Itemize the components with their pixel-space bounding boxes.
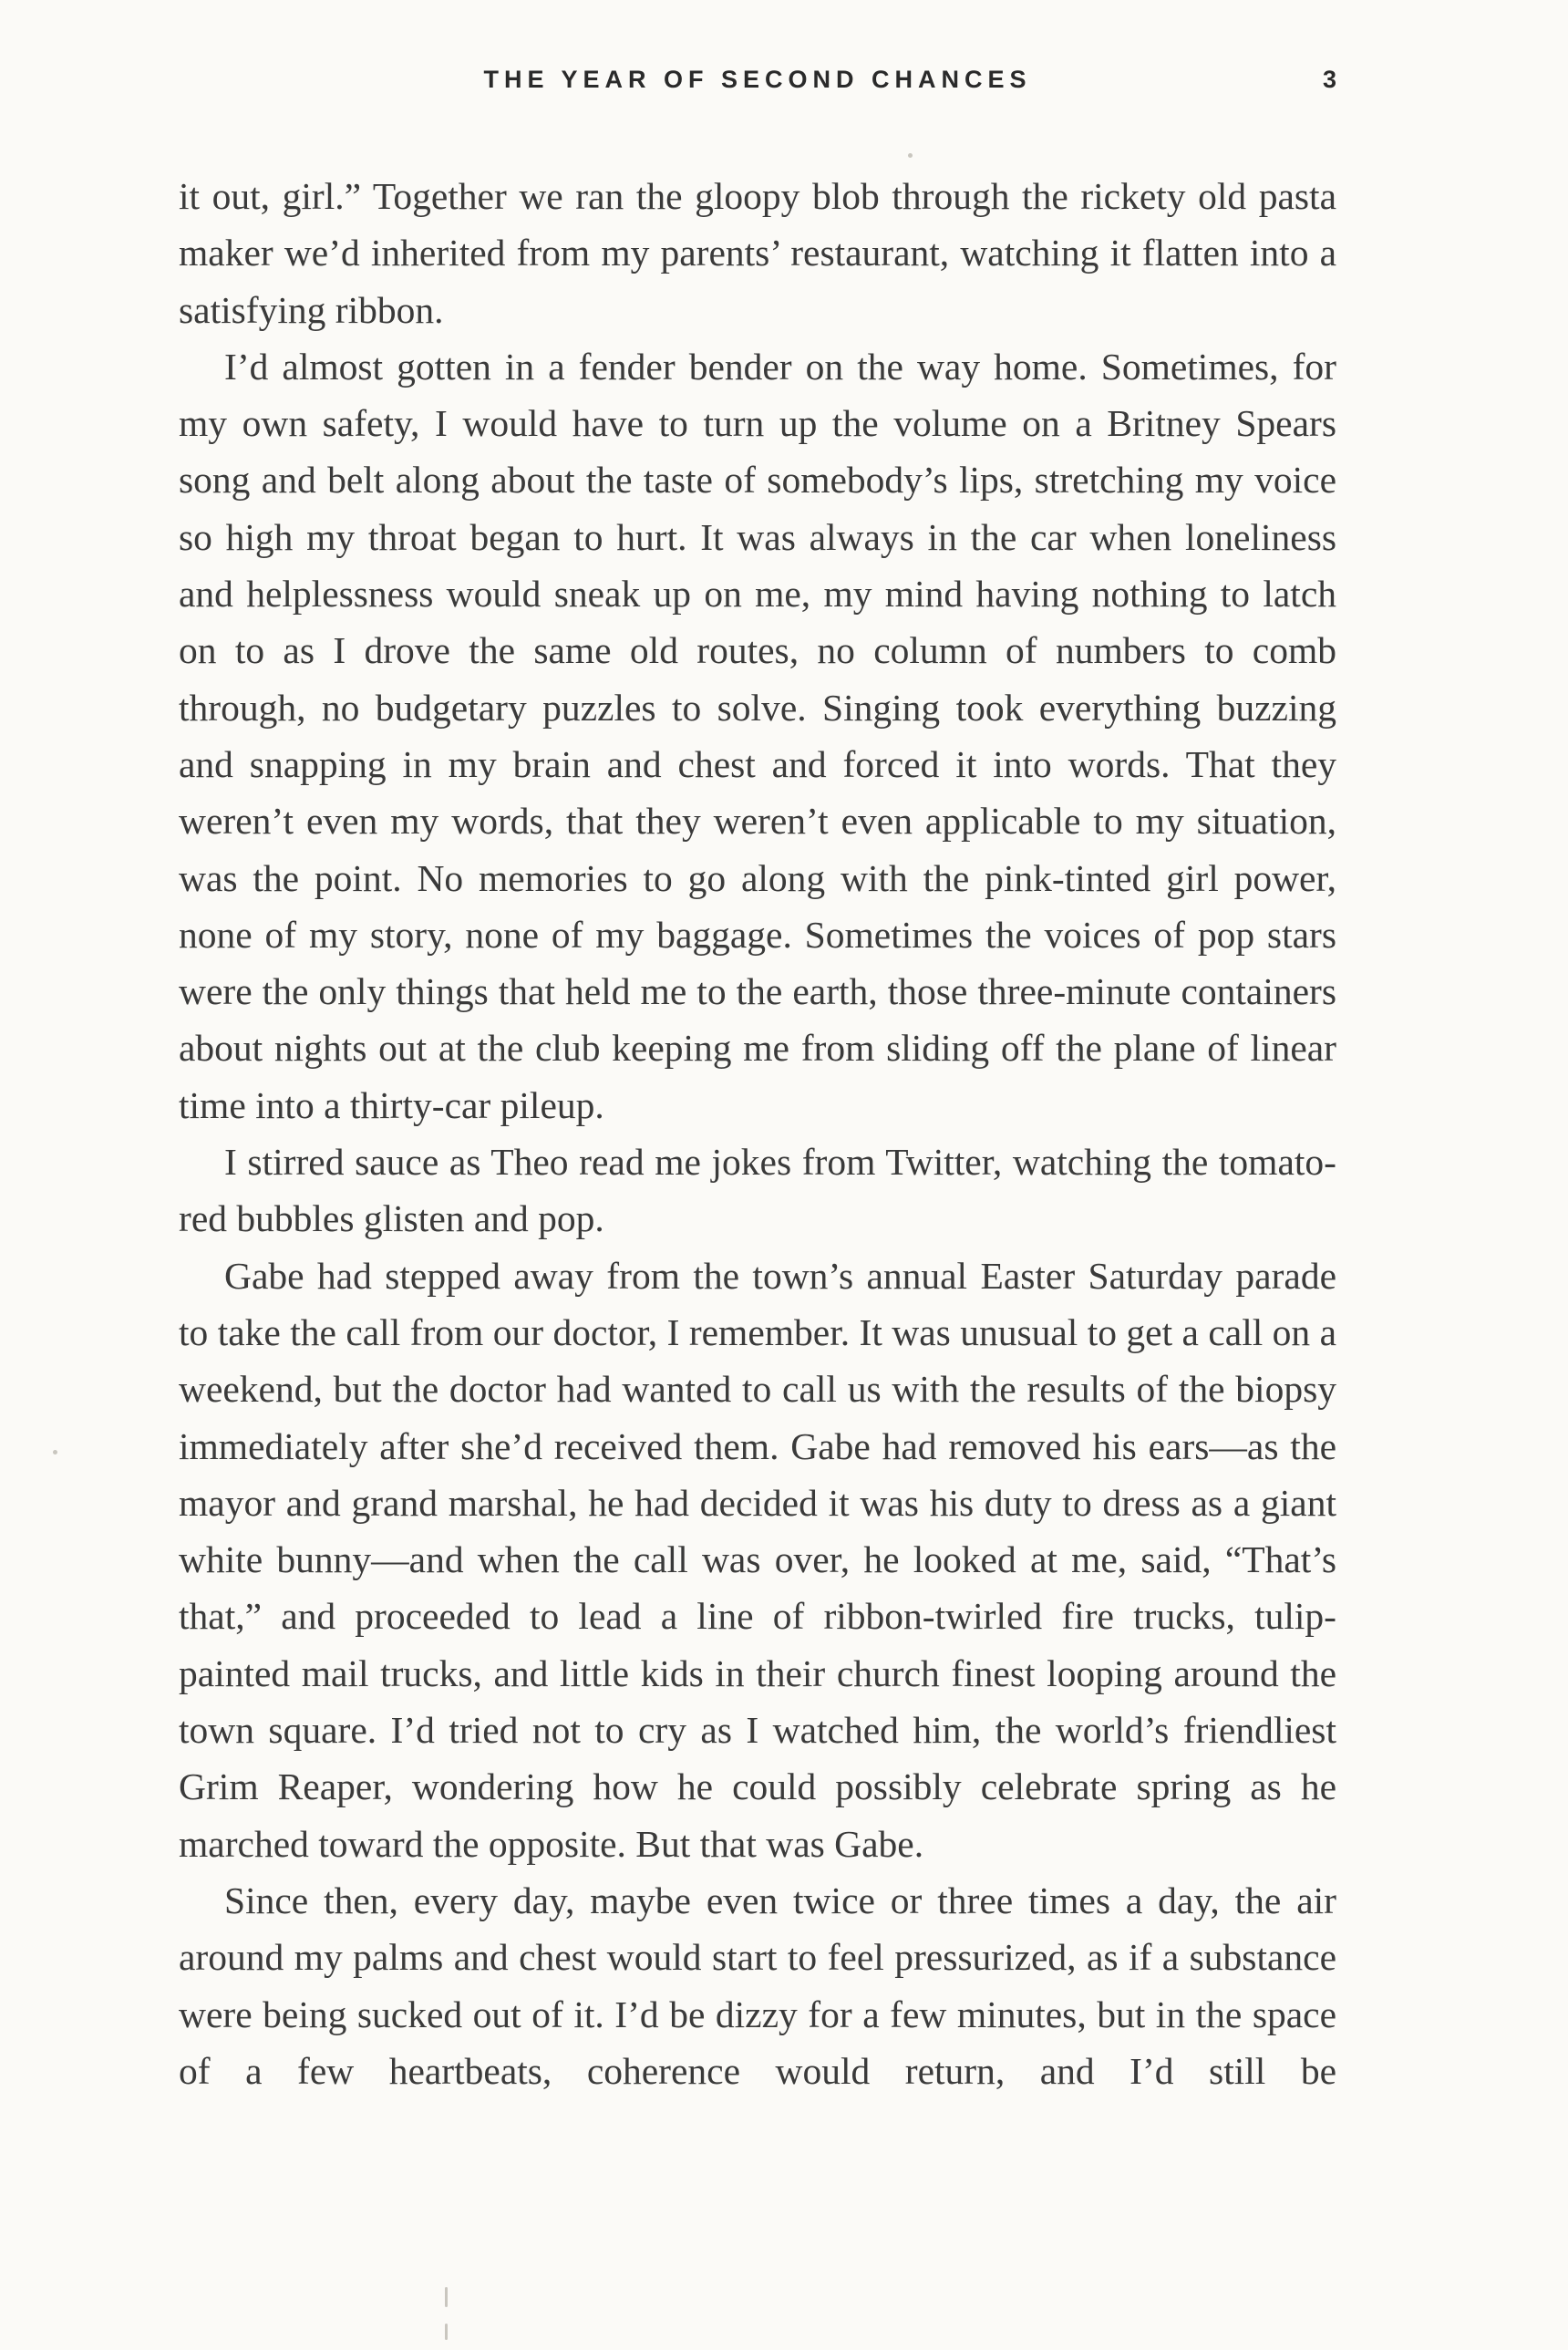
page-number: 3 bbox=[1322, 66, 1336, 93]
paper-speck bbox=[53, 1450, 57, 1455]
body-text bbox=[179, 168, 1336, 2099]
paragraph-4: Gabe had stepped away from the town’s annual Easter Saturday parade to take the call from our doctor, I remember. It was unusual to get a call on a weekend, but the doctor had wanted to call us with the results of the biopsy immediately after she’d received them. Gabe had removed his ears—as the mayor and grand marshal, he had decided it was his duty to dress as a giant white bunny—and when the call was over, he looked at me, said, “That’s that,” and proceeded to lead a line of ribbon-twirled fire trucks, tulip-painted mail trucks, and little kids in their church finest looping around the town square. I’d tried not to cry as I watched him, the world’s friendliest Grim Reaper, wondering how he could possibly celebrate spring as he marched toward the opposite. But that was Gabe. bbox=[179, 1254, 1336, 1865]
paragraph-5: Since then, every day, maybe even twice or three times a day, the air around my palms and chest would start to feel pressurized, as if a substance were being sucked out of it. I’d be dizzy for a few minutes, but in the space of a few heartbeats, coherence would return, and I’d still be bbox=[179, 1879, 1336, 2092]
paper-speck bbox=[445, 2287, 448, 2307]
paragraph-2: I’d almost gotten in a fender bender on the way home. Sometimes, for my own safety, I would have to turn up the volume on a Britney Spears song and belt along about the taste of somebody’s lips, stretching my voice so high my throat began to hurt. It was always in the car when loneliness and helplessness would sneak up on me, my mind having nothing to latch on to as I drove the same old routes, no column of numbers to comb through, no budgetary puzzles to solve. Singing took everything buzzing and snapping in my brain and chest and forced it into words. That they weren’t even my words, that they weren’t even applicable to my situation, was the point. No memories to go along with the pink-tinted girl power, none of my story, none of my baggage. Sometimes the voices of pop stars were the only things that held me to the earth, those three-minute containers about nights out at the club keeping me from sliding off the plane of linear time into a thirty-car pileup. bbox=[179, 345, 1336, 1126]
running-head bbox=[179, 66, 1336, 106]
paper-speck bbox=[908, 153, 913, 158]
paper-speck bbox=[445, 2324, 448, 2340]
paragraph-1: it out, girl.” Together we ran the gloopy blob through the rickety old pasta maker we’d inherited from my parents’ restaurant, watching it flatten into a satisfying ribbon. bbox=[179, 175, 1336, 331]
paragraph-3: I stirred sauce as Theo read me jokes from Twitter, watching the tomato-red bubbles glisten and pop. bbox=[179, 1141, 1336, 1240]
running-title: THE YEAR OF SECOND CHANCES bbox=[483, 66, 1032, 93]
